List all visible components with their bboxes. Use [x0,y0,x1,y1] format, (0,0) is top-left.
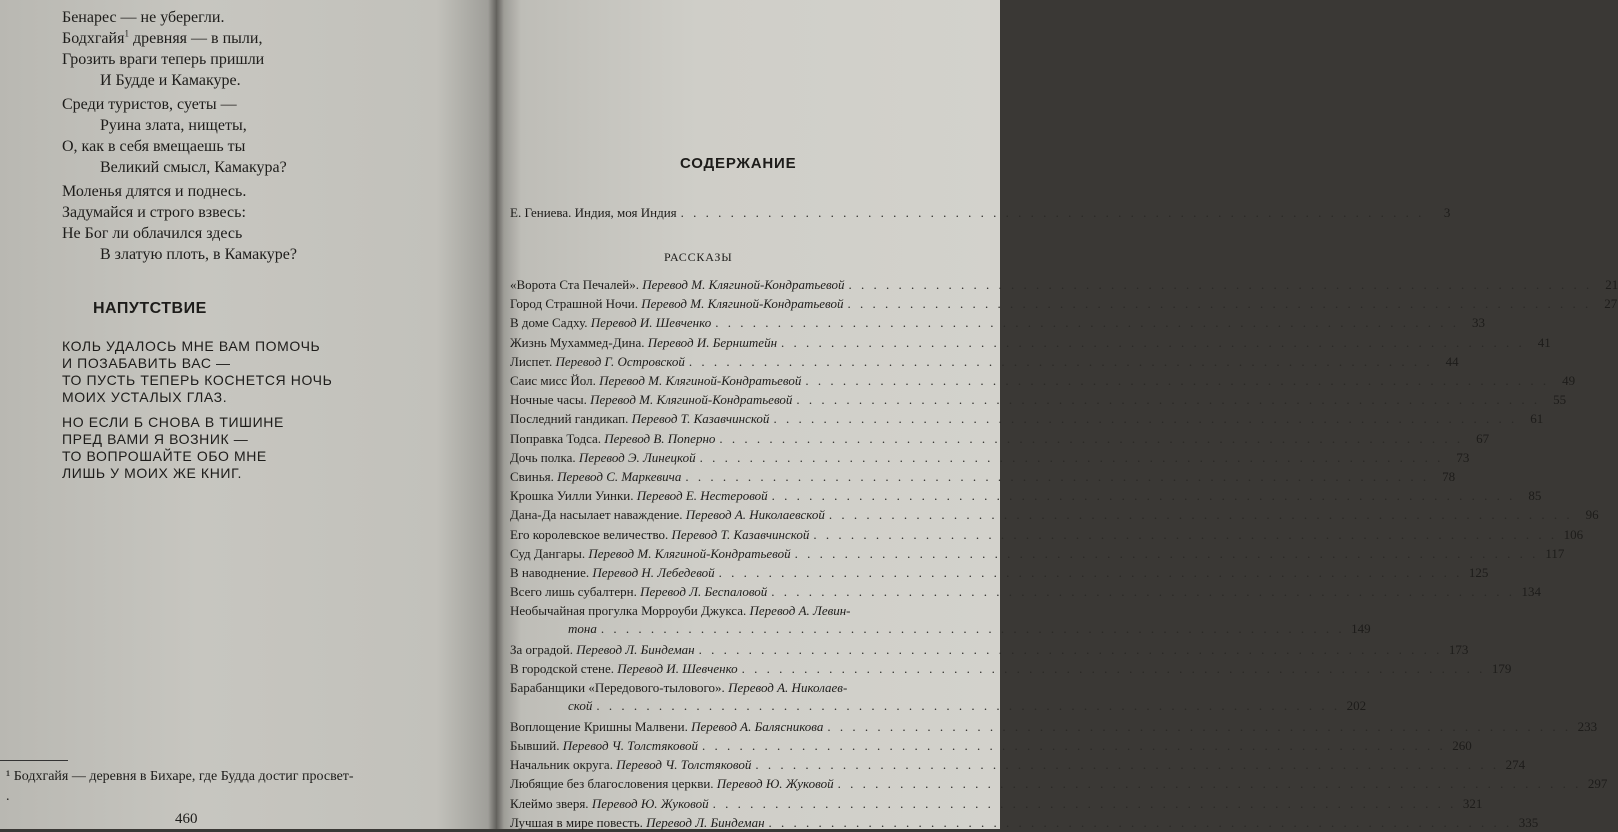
footnote-continuation: . [6,789,10,804]
toc-entry: Лучшая в мире повесть. Перевод Л. Биндеман . . . . . . . . . . . . . . . . . . . . . . . . . . . . . . . . . . . . . . . . . . . . . . . . . . . . . . . . . . . . 335 [510,814,1539,830]
caps-line: КОЛЬ УДАЛОСЬ МНЕ ВАМ ПОМОЧЬ [62,338,321,354]
toc-entry: Свинья. Перевод С. Маркевича . . . . . . . . . . . . . . . . . . . . . . . . . . . . . . . . . . . . . . . . . . . . . . . . . . . . . . . . . . . . 78 [510,469,1456,484]
toc-entry: Дана-Да насылает наваждение. Перевод А. Николаевской . . . . . . . . . . . . . . . . . . . . . . . . . . . . . . . . . . . . . . . . . . . . . . . . . . . . . . . . . . . . 96 [510,507,1599,523]
toc-entry: Всего лишь субалтерн. Перевод Л. Беспаловой . . . . . . . . . . . . . . . . . . . . . . . . . . . . . . . . . . . . . . . . . . . . . . . . . . . . . . . . . . . . 134 [510,584,1542,600]
toc-entry: Необычайная прогулка Морроуби Джукса. Перевод А. Левин- тона . . . . . . . . . . . . . . . . . . . . . . . . . . . . . . . . . . . . . . . . . . . . . . . . . . . . . . . . . . . . 149 [510,603,1371,637]
toc-entry: В доме Садху. Перевод И. Шевченко . . . . . . . . . . . . . . . . . . . . . . . . . . . . . . . . . . . . . . . . . . . . . . . . . . . . . . . . . . . . 33 [510,315,1485,331]
section-heading: РАССКАЗЫ [664,250,733,264]
toc-entry: Его королевское величество. Перевод Т. Казавчинской . . . . . . . . . . . . . . . . . . . . . . . . . . . . . . . . . . . . . . . . . . . . . . . . . . . . . . . . . . . . 106 [510,526,1584,542]
caps-line: МОИХ УСТАЛЫХ ГЛАЗ. [62,389,228,405]
poem-line: И Будде и Камакуре. [100,72,241,89]
toc-entry: Город Страшной Ночи. Перевод М. Клягиной-Кондратьевой . . . . . . . . . . . . . . . . . . . . . . . . . . . . . . . . . . . . . . . . . . . . . . . . . . . . . . . . . . . . 27 [510,296,1618,312]
toc-intro-entry: Е. Гениева. Индия, моя Индия . . . . . . . . . . . . . . . . . . . . . . . . . . . . . . . . . . . . . . . . . . . . . . . . . . . . . . . . . . . . 3 [510,205,1451,220]
caps-line: ТО ВОПРОШАЙТЕ ОБО МНЕ [62,448,267,464]
caps-line: ЛИШЬ У МОИХ ЖЕ КНИГ. [62,465,243,481]
toc-entry: «Ворота Ста Печалей». Перевод М. Клягиной-Кондратьевой . . . . . . . . . . . . . . . . . . . . . . . . . . . . . . . . . . . . . . . . . . . . . . . . . . . . . . . . . . . . 21 [510,277,1618,292]
toc-entry: Жизнь Мухаммед-Дина. Перевод И. Бернштейн . . . . . . . . . . . . . . . . . . . . . . . . . . . . . . . . . . . . . . . . . . . . . . . . . . . . . . . . . . . . 41 [510,334,1551,350]
poem-heading: НАПУТСТВИЕ [93,300,207,317]
toc-entry: Любящие без благословения церкви. Перевод Ю. Жуковой . . . . . . . . . . . . . . . . . . . . . . . . . . . . . . . . . . . . . . . . . . . . . . . . . . . . . . . . . . . . 297 [510,776,1608,792]
toc-entry: Воплощение Кришны Малвени. Перевод А. Балясникова . . . . . . . . . . . . . . . . . . . . . . . . . . . . . . . . . . . . . . . . . . . . . . . . . . . . . . . . . . . . 233 [510,718,1598,734]
poem-line: О, как в себя вмещаешь ты [62,138,246,155]
toc-entry: Саис мисс Йол. Перевод М. Клягиной-Кондратьевой . . . . . . . . . . . . . . . . . . . . . . . . . . . . . . . . . . . . . . . . . . . . . . . . . . . . . . . . . . . . 49 [510,373,1576,388]
toc-entry: В городской стене. Перевод И. Шевченко . . . . . . . . . . . . . . . . . . . . . . . . . . . . . . . . . . . . . . . . . . . . . . . . . . . . . . . . . . . . 179 [510,661,1512,677]
toc-entry: Лиспет. Перевод Г. Островской . . . . . . . . . . . . . . . . . . . . . . . . . . . . . . . . . . . . . . . . . . . . . . . . . . . . . . . . . . . . 44 [510,353,1459,369]
toc-entry: Бывший. Перевод Ч. Толстяковой . . . . . . . . . . . . . . . . . . . . . . . . . . . . . . . . . . . . . . . . . . . . . . . . . . . . . . . . . . . . 260 [510,738,1472,753]
caps-line: ПРЕД ВАМИ Я ВОЗНИК — [62,431,249,447]
toc-entry: В наводнение. Перевод Н. Лебедевой . . . . . . . . . . . . . . . . . . . . . . . . . . . . . . . . . . . . . . . . . . . . . . . . . . . . . . . . . . . . 125 [510,565,1489,580]
poem-line: Моленья длятся и поднесь. [62,183,247,200]
footnote-rule [0,760,68,761]
poem-line: Бодхгайя$^1$ древняя — в пыли, [62,28,263,47]
toc-entry: Барабанщики «Передового-тылового». Перевод А. Николаев- ской . . . . . . . . . . . . . . . . . . . . . . . . . . . . . . . . . . . . . . . . . . . . . . . . . . . . . . . . . . . . 202 [510,680,1367,714]
toc-entry: Дочь полка. Перевод Э. Линецкой . . . . . . . . . . . . . . . . . . . . . . . . . . . . . . . . . . . . . . . . . . . . . . . . . . . . . . . . . . . . 73 [510,449,1470,465]
poem-line: Великий смысл, Камакура? [100,159,287,176]
toc-entry: Последний гандикап. Перевод Т. Казавчинской . . . . . . . . . . . . . . . . . . . . . . . . . . . . . . . . . . . . . . . . . . . . . . . . . . . . . . . . . . . . 61 [510,411,1544,427]
toc-entry: Суд Дангары. Перевод М. Клягиной-Кондратьевой . . . . . . . . . . . . . . . . . . . . . . . . . . . . . . . . . . . . . . . . . . . . . . . . . . . . . . . . . . . . 117 [510,545,1565,561]
poem-line: Не Бог ли облачился здесь [62,225,243,242]
caps-line: НО ЕСЛИ Б СНОВА В ТИШИНЕ [62,414,284,430]
toc-entry: Клеймо зверя. Перевод Ю. Жуковой . . . . . . . . . . . . . . . . . . . . . . . . . . . . . . . . . . . . . . . . . . . . . . . . . . . . . . . . . . . . 321 [510,795,1483,811]
poem-line: Среди туристов, суеты — [62,96,237,113]
toc-entry: Поправка Тодса. Перевод В. Поперно . . . . . . . . . . . . . . . . . . . . . . . . . . . . . . . . . . . . . . . . . . . . . . . . . . . . . . . . . . . . 67 [510,430,1490,446]
poem-line: Руина злата, нищеты, [100,117,247,134]
caps-line: И ПОЗАБАВИТЬ ВАС — [62,355,231,371]
book-gutter [488,0,504,829]
toc-title: СОДЕРЖАНИЕ [680,155,797,172]
caps-line: ТО ПУСТЬ ТЕПЕРЬ КОСНЕТСЯ НОЧЬ [62,372,333,388]
footnote: ¹ Бодхгайя — деревня в Бихаре, где Будда достиг просвет- [6,769,354,784]
poem-line: Грозить враги теперь пришли [62,51,265,68]
toc-entry: Начальник округа. Перевод Ч. Толстяковой . . . . . . . . . . . . . . . . . . . . . . . . . . . . . . . . . . . . . . . . . . . . . . . . . . . . . . . . . . . . 274 [510,757,1526,773]
page-number: 460 [175,811,198,827]
poem-line: Бенарес — не уберегли. [62,9,225,26]
left-page [0,0,496,829]
toc-entry: Крошка Уилли Уинки. Перевод Е. Нестеровой . . . . . . . . . . . . . . . . . . . . . . . . . . . . . . . . . . . . . . . . . . . . . . . . . . . . . . . . . . . . 85 [510,488,1542,504]
toc-entry: За оградой. Перевод Л. Биндеман . . . . . . . . . . . . . . . . . . . . . . . . . . . . . . . . . . . . . . . . . . . . . . . . . . . . . . . . . . . . 173 [510,641,1469,657]
right-page [496,0,1618,830]
poem-line: Задумайся и строго взвесь: [62,204,246,221]
toc-entry: Ночные часы. Перевод М. Клягиной-Кондратьевой . . . . . . . . . . . . . . . . . . . . . . . . . . . . . . . . . . . . . . . . . . . . . . . . . . . . . . . . . . . . 55 [510,392,1567,408]
poem-line: В златую плоть, в Камакуре? [100,246,298,263]
